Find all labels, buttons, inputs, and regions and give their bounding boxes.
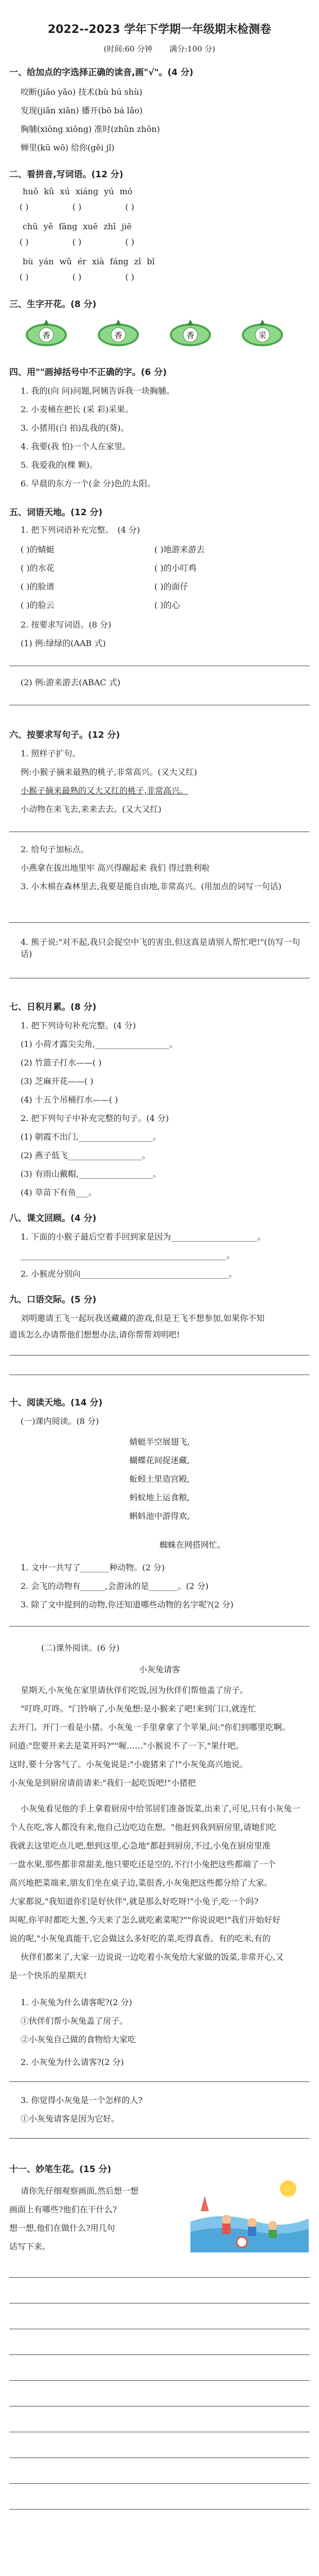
q5-pair-left[interactable]: ( )的蜻蜓 [21,545,55,554]
reading-option[interactable]: ②小灰兔自己做的食物给大家吃 [21,2035,136,2044]
exam-time: (时间:60 分钟 [103,44,153,54]
q7-item: (1) 朝霞不出门,__________________。 [21,1132,161,1142]
swim-ring-icon [237,2237,247,2247]
q7-item: (2) 燕子低飞__________________。 [21,1150,150,1160]
q2-blanks-row [20,202,134,212]
story-title: 小灰兔请客 [138,1665,180,1674]
answer-line[interactable] [9,2509,310,2510]
q1-row: 发现(jiǎn xiǎn) 播开(bō bá lǎo) [21,106,143,115]
reading-option[interactable]: ①伙伴们帮小灰兔盖了房子。 [21,2016,128,2026]
q5-pair-right[interactable]: ( )地游来游去 [154,545,205,554]
q6-sub2: 2. 给句子加标点。 [21,844,89,854]
q4-item: 5. 我爱我的(棵 颗)。 [21,460,98,470]
child-icon [247,2218,257,2227]
leaf-char: 香 [186,331,194,340]
q6-question: 小燕拿在拔出地里牢 高兴得蹦起来 我们 得过胜利啦 [21,863,210,873]
q6-example-answer: 小猴子摘来最熟的又大又红的桃子,非常高兴。 [21,786,188,795]
reading-option[interactable]: ①小灰兔请客是因为它好。 [21,2114,120,2124]
q8-item: 1. 下面的小猴子最后空着手回到家是因为_____________________。 [21,1232,266,1242]
story-line: 星期天,小灰兔在家里请伙伴们吃饭,因为伙伴们帮他盖了房子。 [21,1685,249,1695]
q8-item: __________________________________________________。 [21,1250,235,1260]
q5-pair-right[interactable]: ( )的小叮鸡 [154,563,197,573]
exam-meta [0,43,319,54]
q7-sub2: 2. 把下列句子中补充完整的句子。(4 分) [21,1113,169,1123]
q7-item: (2) 竹篮子打水——( ) [21,1058,102,1067]
poem-line: 蝴蝶花间捉迷藏, [129,1455,190,1465]
blank[interactable]: ( ) [72,237,82,247]
q1-heading: 一、给加点的字选择正确的读音,画"√"。(4 分) [9,67,193,78]
poem-line: 蜻蜓半空展翅飞, [129,1437,190,1447]
q10-question: 1. 文中一共写了_______种动物。(2 分) [21,1563,165,1572]
q1-row: 咬断(jiǎo yǎo) 技术(bù bú shù) [21,87,143,97]
blank[interactable]: ( ) [125,202,134,212]
q4-heading: 四、用""画掉括号中不正确的字。(6 分) [9,367,167,378]
q2-pinyin-row: huǒ kǔ xú xiáng yú mó [23,187,133,196]
q11-text: 请你先仔细观察画面,然后想一想 [21,2186,139,2196]
q5-pair-right[interactable]: ( )的面仔 [154,582,188,591]
story-line: 一盘水果,那些都非常甜美,他只要吃还是空的,不行!小兔把这些都端了一个 [9,1859,276,1869]
leaf-flower [26,319,67,346]
story-line: 这时,要十分客气了。小灰兔说是:"小鹿猪来了!"小灰兔高兴地说。 [9,1759,248,1769]
q11-heading: 十一、妙笔生花。(15 分) [9,2164,112,2175]
q5-pair-left[interactable]: ( )的脸谱 [21,582,55,591]
q2-blanks-row [20,237,134,247]
q8-heading: 八、课文回顾。(4 分) [9,1213,97,1224]
reading-question: 1. 小灰兔为什么请客呢?(2 分) [21,1997,132,2007]
leaf-flower [170,319,211,346]
q7-sub1: 1. 把下列诗句补充完整。(4 分) [21,1021,136,1030]
q10-question: 3. 除了文中提到的动物,你还知道哪些动物的名字呢?(2 分) [21,1600,234,1609]
leaf-char: 香 [114,331,122,340]
q11-text: 话写下来。 [9,2242,51,2251]
beach-picture [190,2175,309,2252]
blank[interactable]: ( ) [20,237,29,247]
leaf-flower [98,319,139,346]
q7-item: (3) 有雨山戴帽,__________________。 [21,1169,161,1179]
poem-line: 蝌蚪池中游得欢, [129,1511,190,1521]
q4-item: 4. 我要(我 怕)一个人在家里。 [21,442,131,451]
q6-sub1: 1. 照样子扩句。 [21,749,81,758]
blank[interactable]: ( ) [20,202,29,212]
q4-item: 2. 小麦桶在把长 (采 彩)采果。 [21,404,134,414]
q10-sub2: (二)课外阅读。(6 分) [41,1643,120,1653]
answer-line[interactable] [9,2081,310,2082]
story-line: 小灰兔是到厨房请前请来:"我们一起吃饭吧!"小猪把 [9,1778,196,1788]
story-line: 说的呢,"小灰兔真能干,它会做这么多好吃的菜,吃得真香。有的吃米,有的 [9,1934,271,1943]
blank[interactable]: ( ) [125,237,134,247]
q9-text: 道该怎么办请帮他们想想办法,请你帮帮刘明吧! [9,1330,180,1340]
q9-heading: 九、口语交际。(5 分) [9,1295,97,1305]
leaf-row [21,315,309,351]
q2-heading: 二、看拼音,写词语。(12 分) [9,170,123,180]
q1-row: 蝉里(kū wō) 给你(gěi jǐ) [21,143,115,152]
q2-blanks-row [20,272,134,282]
story-line: 去开门。开门一看是小猪。小灰兔一手里拿拿了个苹果,问:"你们到哪里吃啊。 [9,1722,290,1732]
q6-question: 3. 小木棉在森林里去,我要是能自由地,非常高兴。(用加点的词写一句话) [21,882,282,891]
answer-line[interactable] [9,2277,310,2278]
story-line: 问道:"您要开来去是菜开吗?""喔……"小猴说不了一下,"果什吧。 [9,1741,244,1751]
blank[interactable]: ( ) [72,272,82,282]
q4-item: 3. 小猪用(白 拍)乱我的(葵)。 [21,423,129,433]
story-line: 我就去这里吃点儿吧,想到这里,心急地"都赶到厨房,不过,小兔在厨房里准 [9,1841,271,1851]
exam-title: 2022--2023 学年下学期一年级期末检测卷 [47,23,272,36]
reading-question: 3. 你觉得小灰兔是一个怎样的人? [21,2095,143,2105]
answer-line[interactable] [9,2138,310,2139]
poem-line: 蚯蚓土里造宫殿, [129,1474,190,1484]
story-line: 叫呢,你平时都吃大葱,今天来了怎么就吃素菜呢?""你说说吧!"我们开始好好 [9,1915,281,1925]
child-icon [268,2221,277,2230]
story-line: 小灰兔看见他的手上拿着厨房中给邻居们准备饭菜,出来了,可见,只有小灰兔一 [21,1804,300,1814]
exam-score: 满分:100 分) [169,44,216,54]
answer-line[interactable] [9,2354,310,2355]
q7-heading: 七、日积月累。(8 分) [9,1002,97,1012]
q7-item: (1) 小荷才露尖尖角,__________________。 [21,1039,178,1049]
q3-heading: 三、生字开花。(8 分) [9,299,97,310]
q11-text: 画面上有哪些?他们在干什么? [9,2205,117,2214]
leaf-char: 采 [258,331,267,340]
answer-line[interactable] [9,922,310,923]
q7-item: (4) 十五个吊桶打水——( ) [21,1095,118,1105]
leaf-flower [242,319,283,346]
story-line: 高兴地把菜端来,朋友们坐在桌子边,菜很香,小灰兔把这些都分给了大家。 [9,1878,273,1888]
q5-pair-left[interactable]: ( )的脸云 [21,600,55,610]
q5-sub2a: (1) 例:绿绿的(AAB 式) [21,638,106,648]
q7-item: (4) 草苗下有鱼___。 [21,1188,97,1197]
story-line: 是一个快乐的星期天! [9,1971,87,1980]
story-line: "叮咚,叮咚。"门铃响了,小灰兔想:是小猴来了吧!来到门口,就连忙 [21,1704,256,1714]
q5-sub1: 1. 把下列词语补充完整。 (4 分) [21,525,140,535]
story-line: 大家都说,"我知道你们是好伙伴",就是那么好吃呀!"小兔子,吃一个吗? [9,1896,259,1906]
q6-sub4: 4. 熊子说:"对不起,我只会捉空中飞的害虫,但这真是请别人帮忙吧!"(仿写一句话) [21,937,300,959]
q5-pair-left[interactable]: ( )的水花 [21,563,55,573]
q10-sub1: (一)课内阅读。(8 分) [21,1416,99,1426]
q4-item: 1. 我的(向 问)问题,阿姨告诉我一块胸脯。 [21,386,175,396]
q10-question: 2. 会飞的动物有______,会游泳的是_______。(2 分) [21,1581,209,1591]
q7-item: (3) 芝麻开花——( ) [21,1076,94,1086]
q5-sub2: 2. 按要求写词语。(8 分) [21,620,112,630]
q9-text: 刘明邀请王飞一起玩我送藏藏的游戏,但是王飞不想参加,如果你不知 [21,1313,265,1323]
story-line: 伙伴们都来了,大家一边说说一边吃着小灰兔给大家做的饭菜,非常开心,又 [21,1952,284,1962]
q6-question: 小动物在来飞去,来来去去。(又大又红) [21,804,162,814]
q8-item: 2. 小猴虎分别向____________________________________。 [21,1269,237,1279]
answer-line[interactable] [9,2380,310,2381]
q5-sub2b: (2) 例:游来游去(ABAC 式) [21,677,120,687]
poem-line: 蜘蛛在网搭网忙。 [160,1540,226,1550]
child-icon [222,2215,231,2224]
q11-text: 想一想,他们在做什么?用几句 [9,2223,115,2233]
reading-question: 2. 小灰兔为什么请客?(2 分) [21,2057,124,2067]
blank[interactable]: ( ) [20,272,29,282]
poem-line: 蚂蚁地上运食粮, [129,1493,190,1502]
blank[interactable]: ( ) [125,272,134,282]
story-line: 个人在吃,客人都没有来,他自己边吃边在想。"他赶到我到厨房里,请她们吃 [9,1822,276,1832]
q10-heading: 十、阅读天地。(14 分) [9,1398,103,1408]
q2-pinyin-row: chū yě fāng xuē zhī jiē [23,222,132,231]
q1-row: 胸脯(xiōng xiǒng) 准时(zhǔn zhǒn) [21,124,160,134]
answer-line[interactable] [9,2483,310,2484]
q2-pinyin-row: bù yán wǔ ér xià fáng zǐ bǐ [23,257,155,266]
q4-item: 6. 早晨的东方一个(金 分)色的太阳。 [21,479,155,488]
leaf-char: 香 [42,331,50,340]
q5-pair-right[interactable]: ( )的心 [154,600,180,610]
q6-heading: 六、按要求写句子。(12 分) [9,730,120,740]
blank[interactable]: ( ) [72,202,82,212]
q6-example: 例:小猴子摘来最熟的桃子,非常高兴。(又大又红) [21,767,197,777]
q5-heading: 五、词语天地。(12 分) [9,507,103,518]
